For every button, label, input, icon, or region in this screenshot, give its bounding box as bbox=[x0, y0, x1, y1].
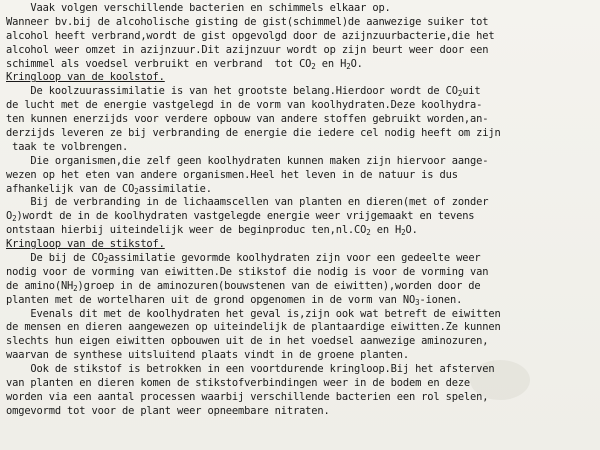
text-segment: De bij de CO bbox=[6, 252, 104, 265]
text-segment: assimilatie. bbox=[138, 182, 212, 195]
text-segment: )groep in de aminozuren(bouwstenen van de eiwitten),worden door de bbox=[77, 279, 481, 292]
text-segment: Die organismen,die zelf geen koolhydraten kunnen maken zijn hiervoor aange- bbox=[6, 154, 489, 167]
text-segment: de mensen en dieren aangewezen op uiteindelijk de plantaardige eiwitten.Ze kunnen bbox=[6, 321, 501, 334]
text-line bbox=[6, 2, 596, 16]
text-segment: en H bbox=[315, 57, 347, 70]
text-line bbox=[6, 169, 596, 183]
text-segment: Wanneer bv.bij de alcoholische gisting de gist(schimmel)de aanwezige suiker tot bbox=[6, 15, 489, 28]
text-segment: Vaak volgen verschillende bacterien en schimmels elkaar op. bbox=[6, 2, 391, 14]
text-line bbox=[6, 183, 596, 197]
subscript: 2 bbox=[134, 186, 139, 196]
text-line bbox=[6, 363, 596, 377]
text-segment: O bbox=[6, 210, 13, 223]
text-segment: omgevormd tot voor de plant weer opneembare nitraten. bbox=[6, 404, 330, 417]
text-line bbox=[6, 391, 596, 405]
text-segment: worden via een aantal processen waarbij verschillende bacterien een rol spelen, bbox=[6, 390, 489, 403]
text-segment: taak te volbrengen. bbox=[6, 140, 129, 153]
text-line bbox=[6, 141, 596, 155]
text-segment: O. bbox=[350, 57, 363, 70]
subscript: 2 bbox=[73, 283, 78, 293]
text-segment: assimilatie gevormde koolhydraten zijn voor een gedeelte weer bbox=[108, 252, 481, 265]
text-line bbox=[6, 349, 596, 363]
text-line bbox=[6, 308, 596, 322]
text-line bbox=[6, 294, 596, 308]
text-line bbox=[6, 44, 596, 58]
text-line bbox=[6, 210, 596, 224]
text-segment: ten kunnen enerzijds voor verdere opbouw van andere stoffen gebruikt worden,an- bbox=[6, 113, 489, 126]
text-line bbox=[6, 377, 596, 391]
section-heading bbox=[6, 71, 596, 85]
subscript: 2 bbox=[457, 89, 463, 99]
subscript: 2 bbox=[401, 228, 406, 238]
text-line bbox=[6, 335, 596, 349]
text-segment: -ionen. bbox=[419, 293, 463, 306]
text-segment: Evenals dit met de koolhydraten het geval is,zijn ook wat betreft de eiwitten bbox=[6, 307, 501, 320]
text-line bbox=[6, 85, 596, 99]
text-line bbox=[6, 405, 596, 419]
text-segment: De koolzuurassimilatie is van het grootste belang.Hierdoor wordt de CO bbox=[6, 85, 458, 98]
document-body bbox=[6, 2, 596, 419]
text-line bbox=[6, 99, 596, 113]
section-heading bbox=[6, 238, 596, 252]
text-segment: Kringloop van de stikstof. bbox=[6, 238, 165, 251]
text-line bbox=[6, 252, 596, 266]
text-line bbox=[6, 224, 596, 238]
text-segment: de amino(NH bbox=[6, 279, 74, 292]
text-line bbox=[6, 113, 596, 127]
text-segment: afhankelijk van de CO bbox=[6, 182, 135, 195]
subscript: 2 bbox=[366, 228, 371, 238]
text-line bbox=[6, 321, 596, 335]
text-segment: ontstaan hierbij uiteindelijk weer de beginproduc ten,nl.CO bbox=[6, 224, 367, 237]
text-line bbox=[6, 266, 596, 280]
text-segment: alcohol heeft verbrand,wordt de gist opgevolgd door de azijnzuurbacterie,die het bbox=[6, 29, 495, 42]
text-segment: van planten en dieren komen de stikstofverbindingen weer in de bodem en deze bbox=[6, 377, 471, 390]
subscript: 2 bbox=[346, 61, 351, 71]
text-segment: Ook de stikstof is betrokken in een voortdurende kringloop.Bij het afsterven bbox=[6, 363, 495, 376]
subscript: 3 bbox=[415, 297, 420, 307]
subscript: 2 bbox=[103, 256, 109, 266]
text-segment: waarvan de synthese uitsluitend plaats vindt in de groene planten. bbox=[6, 349, 409, 362]
text-segment: )wordt de in de koolhydraten vastgelegde energie weer vrijgemaakt en tevens bbox=[16, 210, 475, 223]
text-segment: wezen op het eten van andere organismen.Heel het leven in de natuur is dus bbox=[6, 168, 458, 181]
text-segment: slechts hun eigen eiwitten opbouwen uit de in het voedsel aanwezige aminozuren, bbox=[6, 335, 489, 348]
text-line bbox=[6, 127, 596, 141]
text-segment: alcohol weer omzet in azijnzuur.Dit azijnzuur wordt op zijn beurt weer door een bbox=[6, 43, 489, 56]
text-segment: derzijds leveren ze bij verbranding de energie die iedere cel nodig heeft om zijn bbox=[6, 127, 501, 140]
text-segment: schimmel als voedsel verbruikt en verbrand tot CO bbox=[6, 57, 312, 70]
text-line bbox=[6, 280, 596, 294]
text-line bbox=[6, 16, 596, 30]
text-line bbox=[6, 155, 596, 169]
text-line bbox=[6, 196, 596, 210]
text-segment: Bij de verbranding in de lichaamscellen van planten en dieren(met of zonder bbox=[6, 196, 489, 209]
text-segment: en H bbox=[370, 224, 402, 237]
text-segment: nodig voor de vorming van eiwitten.De stikstof die nodig is voor de vorming van bbox=[6, 265, 489, 278]
text-segment: uit bbox=[462, 85, 481, 98]
text-line bbox=[6, 58, 596, 72]
text-segment: Kringloop van de koolstof. bbox=[6, 71, 165, 84]
text-segment: planten met de wortelharen uit de grond opgenomen in de vorm van NO bbox=[6, 293, 416, 306]
subscript: 2 bbox=[311, 61, 316, 71]
subscript: 2 bbox=[12, 214, 17, 224]
text-segment: O. bbox=[405, 224, 418, 237]
text-line bbox=[6, 30, 596, 44]
text-segment: de lucht met de energie vastgelegd in de vorm van koolhydraten.Deze koolhydra- bbox=[6, 99, 483, 112]
